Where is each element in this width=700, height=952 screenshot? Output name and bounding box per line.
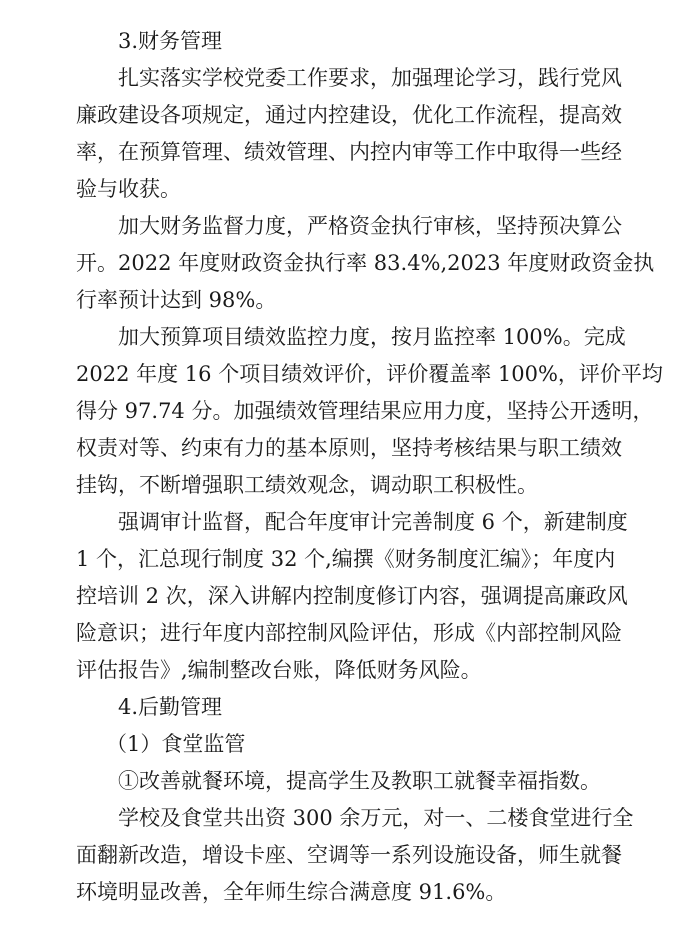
paragraph-line: 率，在预算管理、绩效管理、内控内审等工作中取得一些经	[76, 140, 622, 164]
paragraph-line: 开。2022 年度财政资金执行率 83.4%,2023 年度财政资金执	[76, 251, 655, 275]
list-item-heading: ①改善就餐环境，提高学生及教职工就餐幸福指数。	[118, 769, 601, 793]
paragraph-line: 得分 97.74 分。加强绩效管理结果应用力度，坚持公开透明，	[76, 399, 654, 423]
paragraph-line: 加大预算项目绩效监控力度，按月监控率 100%。完成	[118, 325, 626, 349]
paragraph-line: 验与收获。	[76, 177, 181, 201]
paragraph-line: 挂钩，不断增强职工绩效观念，调动职工积极性。	[76, 473, 538, 497]
paragraph-line: 加大财务监督力度，严格资金执行审核，坚持预决算公	[118, 214, 622, 238]
paragraph-line: 1 个，汇总现行制度 32 个,编撰《财务制度汇编》；年度内	[76, 547, 616, 571]
paragraph-line: 学校及食堂共出资 300 余万元，对一、二楼食堂进行全	[118, 806, 634, 830]
paragraph-line: 廉政建设各项规定，通过内控建设，优化工作流程，提高效	[76, 103, 622, 127]
section-heading-logistics: 4.后勤管理	[118, 695, 223, 719]
paragraph-line: 控培训 2 次，深入讲解内控制度修订内容，强调提高廉政风	[76, 584, 628, 608]
section-heading-finance: 3.财务管理	[118, 29, 223, 53]
paragraph-line: 扎实落实学校党委工作要求，加强理论学习，践行党风	[118, 66, 622, 90]
paragraph-line: 强调审计监督，配合年度审计完善制度 6 个，新建制度	[118, 510, 628, 534]
paragraph-line: 评估报告》,编制整改台账，降低财务风险。	[76, 658, 482, 682]
paragraph-line: 环境明显改善，全年师生综合满意度 91.6%。	[76, 880, 507, 904]
paragraph-line: 面翻新改造，增设卡座、空调等一系列设施设备，师生就餐	[76, 843, 622, 867]
paragraph-line: 行率预计达到 98%。	[76, 288, 277, 312]
subsection-heading-canteen: （1）食堂监管	[106, 732, 246, 756]
paragraph-line: 2022 年度 16 个项目绩效评价，评价覆盖率 100%，评价平均	[76, 362, 663, 386]
paragraph-line: 险意识；进行年度内部控制风险评估，形成《内部控制风险	[76, 621, 622, 645]
paragraph-line: 权责对等、约束有力的基本原则，坚持考核结果与职工绩效	[76, 436, 622, 460]
